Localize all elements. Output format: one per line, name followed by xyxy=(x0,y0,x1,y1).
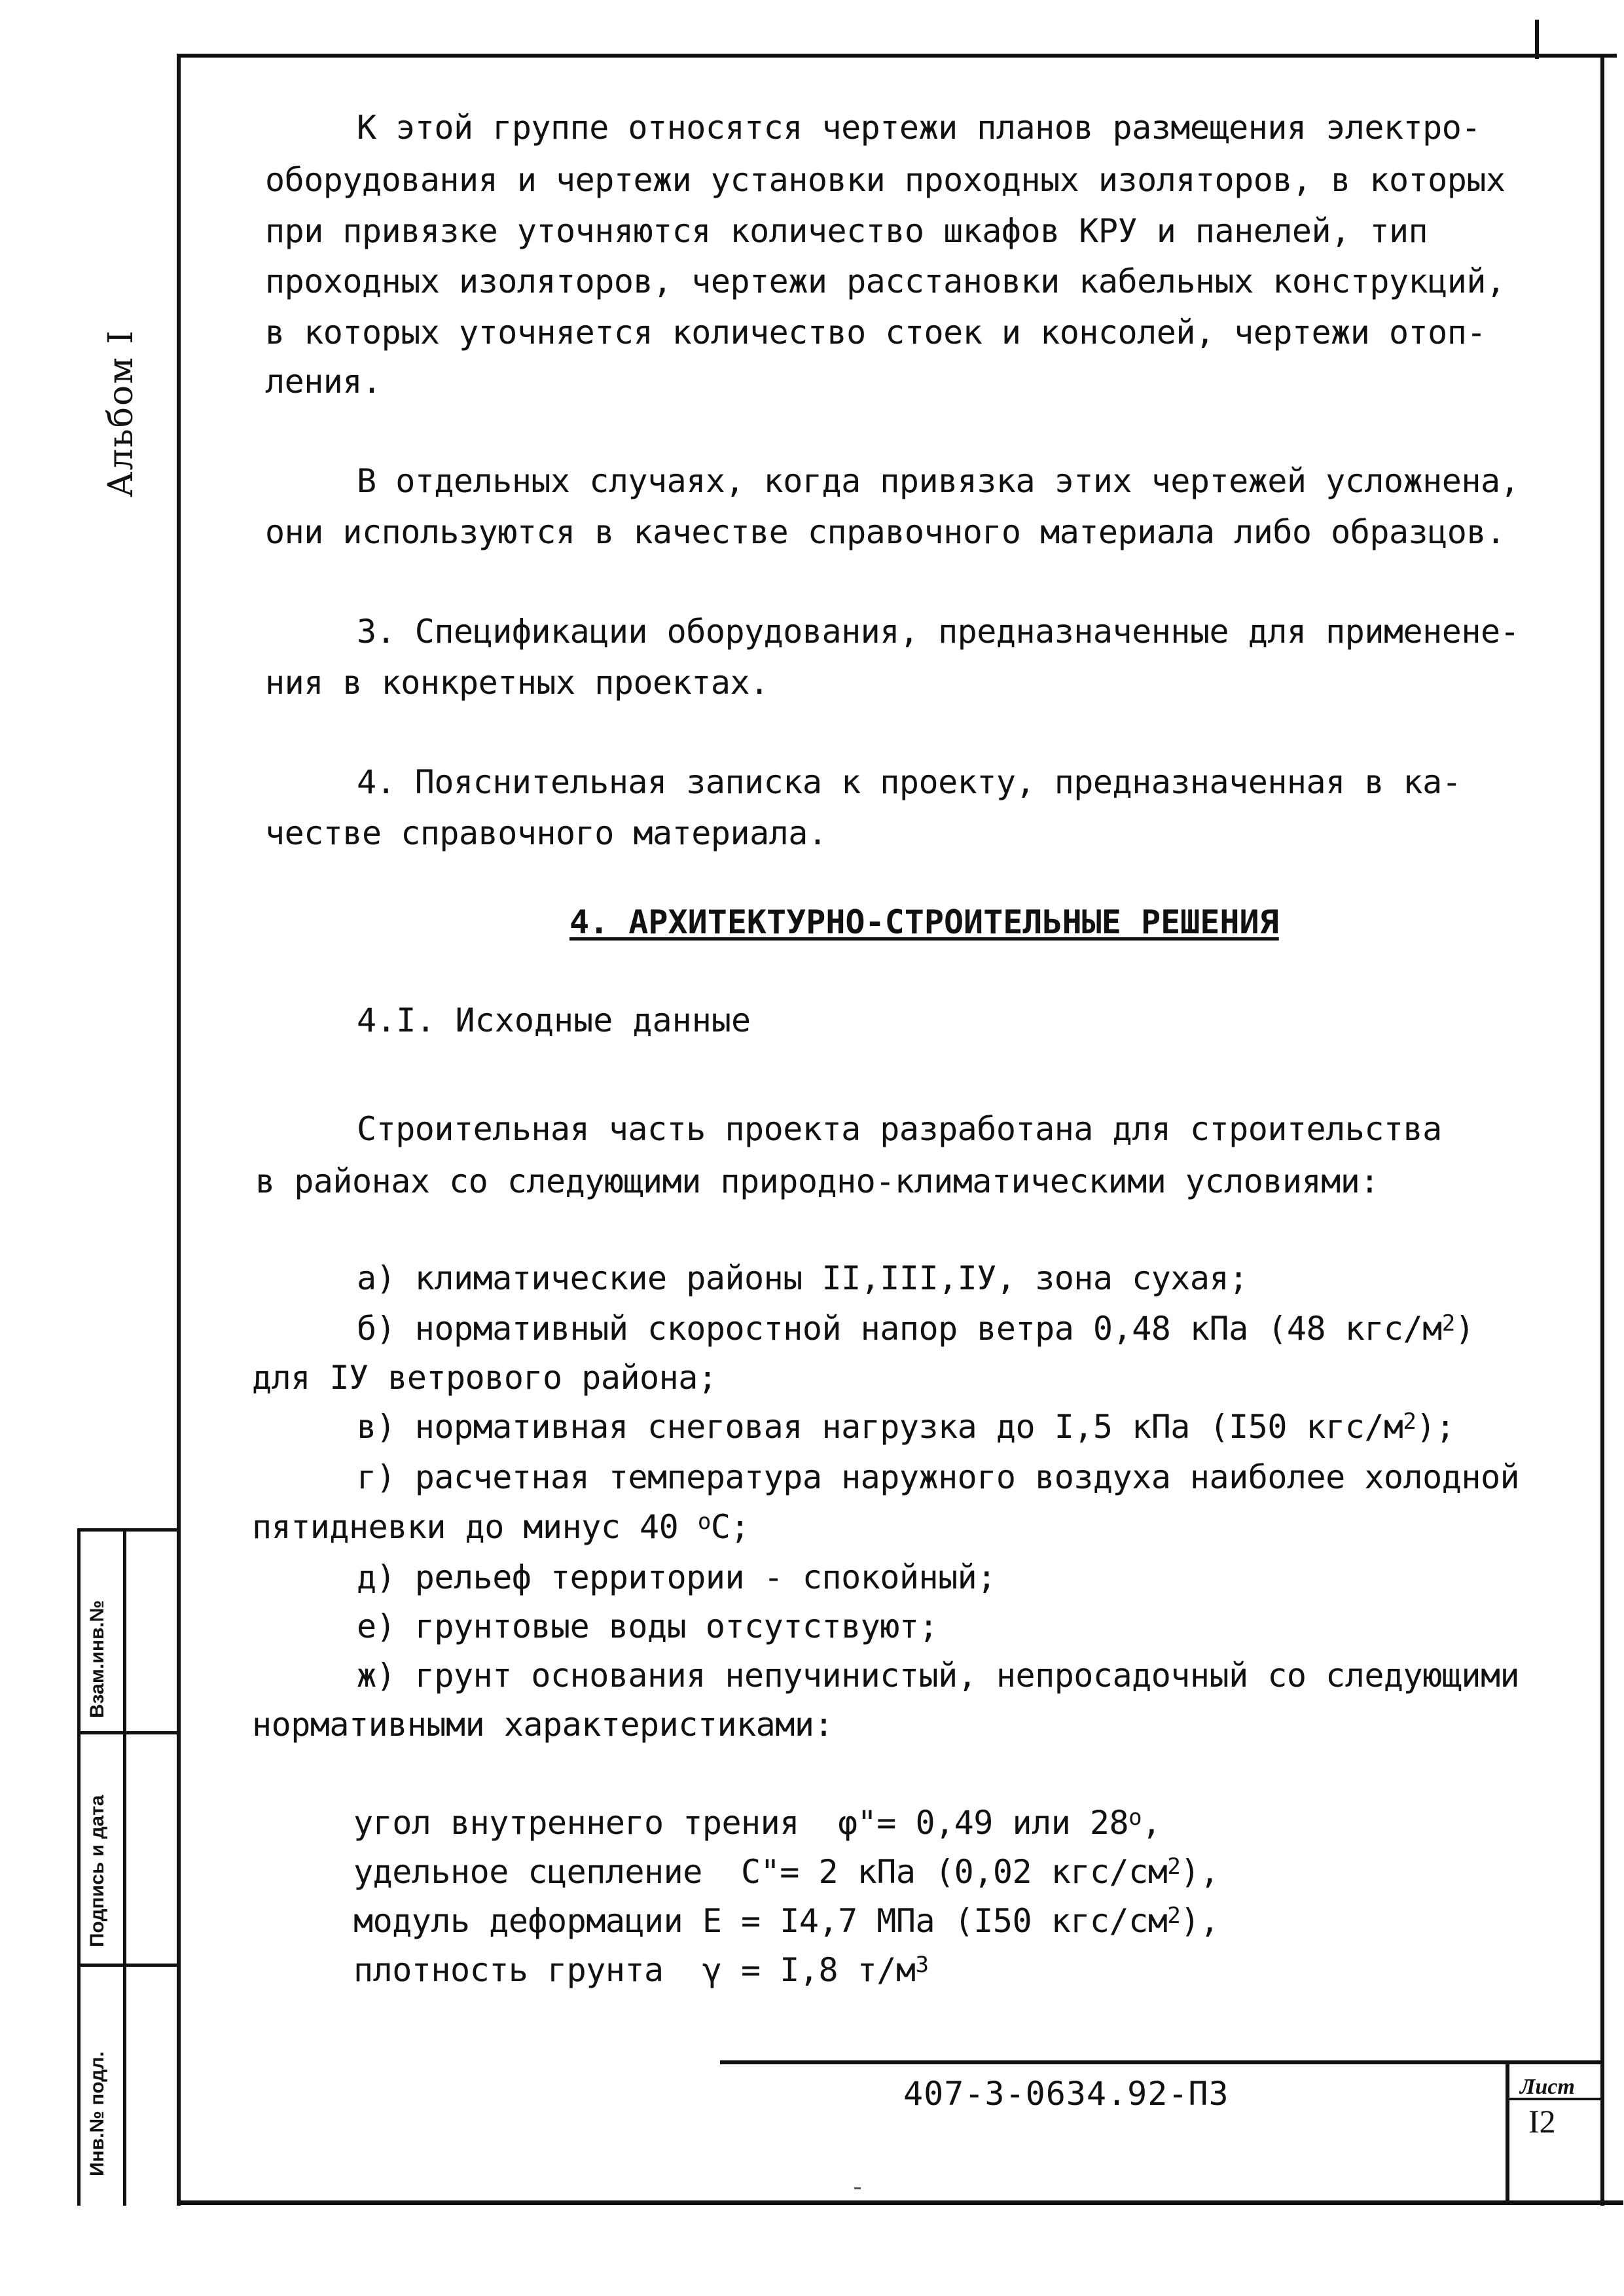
section-heading: 4. АРХИТЕКТУРНО-СТРОИТЕЛЬНЫЕ РЕШЕНИЯ xyxy=(569,903,1279,941)
paragraph-1-line-1: К этой группе относятся чертежи планов размещения электро- xyxy=(357,109,1481,147)
corner-mark xyxy=(1535,20,1617,59)
frame-top-border xyxy=(177,54,1606,58)
paragraph-2-line-2: они используются в качестве справочного материала либо образцов. xyxy=(265,513,1506,551)
list-item-e: е) грунтовые воды отсутствуют; xyxy=(357,1607,939,1645)
list-item-v: в) нормативная снеговая нагрузка до I,5 кПа (I50 кгс/$м^2$); xyxy=(357,1408,1455,1446)
paragraph-5-line-2: в районах со следующими природно-климатическими условиями: xyxy=(255,1162,1379,1200)
list-item-g-line-1: г) расчетная температура наружного воздуха наиболее холодной xyxy=(357,1458,1520,1496)
scan-mark xyxy=(854,2187,861,2189)
sheet-number: I2 xyxy=(1528,2103,1556,2140)
frame-bottom-border xyxy=(177,2200,1623,2205)
stamp-cell-signature-date: Подпись и дата xyxy=(86,1795,108,1947)
list-item-g-line-2: пятидневки до минус 40 $^о$С; xyxy=(252,1508,750,1546)
soil-deformation-modulus: модуль деформации Е = I4,7 МПа (I50 кгс/$см^2$), xyxy=(353,1902,1219,1940)
list-item-b-line-1: б) нормативный скоростной напор ветра 0,48 кПа (48 кгс/$м^2$) xyxy=(357,1310,1475,1348)
document-code: 407-3-0634.92-ПЗ xyxy=(903,2075,1229,2113)
paragraph-2-line-1: В отдельных случаях, когда привязка этих чертежей усложнена, xyxy=(357,462,1520,500)
list-item-b-line-2: для IУ ветрового района; xyxy=(252,1359,717,1397)
paragraph-3-line-1: 3. Спецификации оборудования, предназначенные для применене- xyxy=(357,613,1520,651)
title-block-top-line xyxy=(720,2060,1604,2064)
side-stamp-table xyxy=(77,1528,181,2206)
title-block-divider xyxy=(1506,2060,1509,2204)
subsection-heading: 4.I. Исходные данные xyxy=(357,1001,751,1039)
paragraph-1-line-3: при привязке уточняются количество шкафов КРУ и панелей, тип xyxy=(265,212,1428,250)
list-item-zh-line-1: ж) грунт основания непучинистый, непросадочный со следующими xyxy=(357,1657,1520,1695)
paragraph-1-line-4: проходных изоляторов, чертежи расстановки кабельных конструкций, xyxy=(265,262,1506,300)
list-item-a: а) климатические районы II,III,IУ, зона сухая; xyxy=(357,1259,1248,1297)
paragraph-4-line-2: честве справочного материала. xyxy=(265,814,827,852)
paragraph-3-line-2: ния в конкретных проектах. xyxy=(265,664,769,702)
sheet-label: Лист xyxy=(1520,2075,1575,2099)
frame-right-border xyxy=(1600,54,1604,2206)
soil-friction-angle: угол внутреннего трения φ"= 0,49 или $28^о$, xyxy=(353,1804,1161,1842)
album-label: Альбом I xyxy=(101,329,141,497)
soil-cohesion: удельное сцепление С"= 2 кПа (0,02 кгс/$см^2$), xyxy=(353,1853,1219,1891)
stamp-cell-replace-inv: Взам.инв.№ xyxy=(86,1600,108,1718)
paragraph-1-line-2: оборудования и чертежи установки проходных изоляторов, в которых xyxy=(265,161,1506,199)
paragraph-5-line-1: Строительная часть проекта разработана для строительства xyxy=(357,1110,1442,1148)
paragraph-1-line-5: в которых уточняется количество стоек и консолей, чертежи отоп- xyxy=(265,314,1486,351)
list-item-d: д) рельеф территории - спокойный; xyxy=(357,1558,996,1596)
list-item-zh-line-2: нормативными характеристиками: xyxy=(252,1706,834,1744)
soil-density: плотность грунта γ = I,8 $т/м^3$ xyxy=(353,1951,929,1989)
paragraph-4-line-1: 4. Пояснительная записка к проекту, предназначенная в ка- xyxy=(357,763,1462,801)
stamp-cell-orig-inv: Инв.№ подл. xyxy=(86,2051,108,2176)
paragraph-1-line-6: ления. xyxy=(265,363,382,401)
